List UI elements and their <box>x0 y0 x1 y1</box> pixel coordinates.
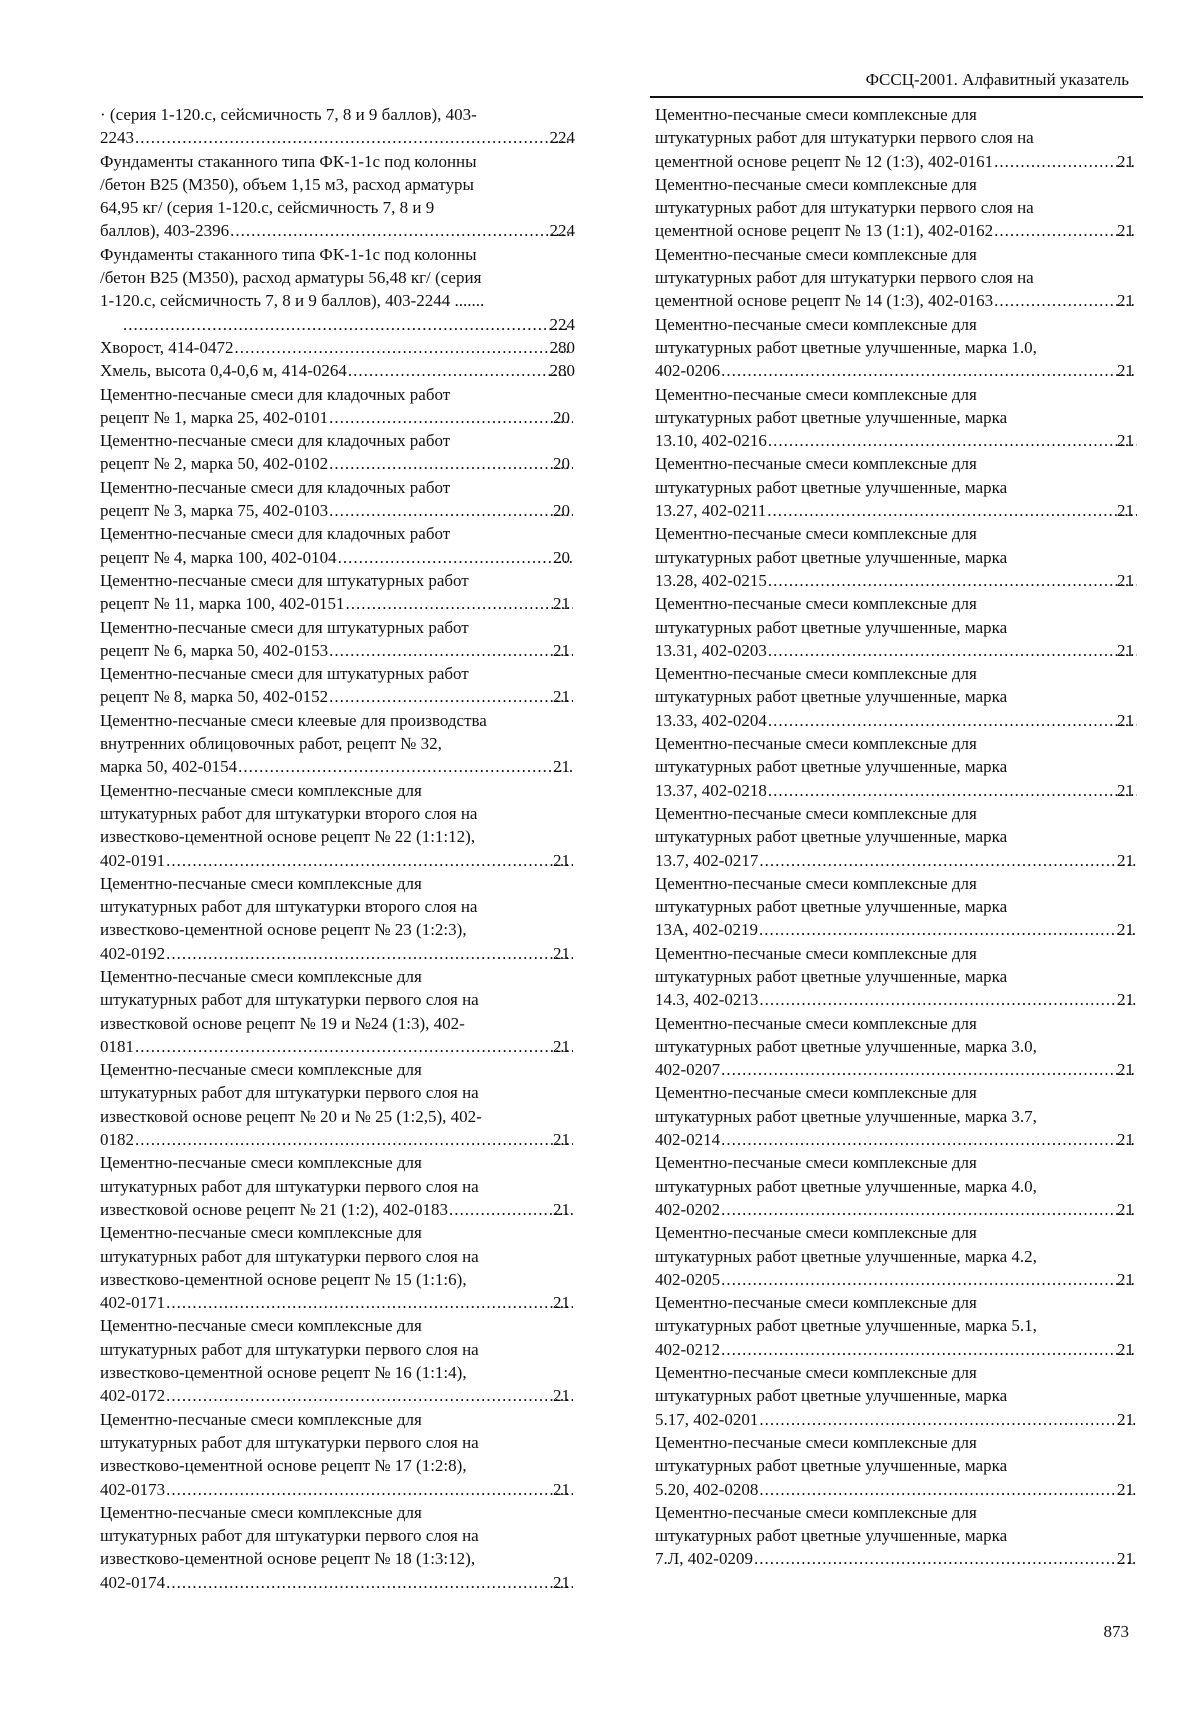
leader-dots <box>136 1128 573 1151</box>
entry-last-line: известковой основе рецепт № 21 (1:2), 402-0183 ..... 21 <box>122 1198 575 1221</box>
entry-text: 0182 <box>100 1130 134 1150</box>
leader-dots <box>760 988 1137 1011</box>
leader-dots <box>167 942 573 965</box>
entry-text: рецепт № 1, марка 25, 402-0101 <box>100 407 329 427</box>
entry-line: Цементно-песчаные смеси комплексные для <box>655 1083 977 1103</box>
entry-page-ref: 224 <box>549 128 575 148</box>
entry-last-line: 0181 ..... 21 <box>122 1035 575 1058</box>
entry-text: 5.17, 402-0201 <box>655 1409 759 1429</box>
entry-line: штукатурных работ для штукатурки второго слоя на <box>100 803 478 823</box>
index-entry <box>655 522 1139 592</box>
entry-last-line: 0182 ..... 21 <box>122 1128 575 1151</box>
entry-text: 402-0174 <box>100 1572 166 1592</box>
index-entry <box>655 662 1139 732</box>
entry-text: марка 50, 402-0154 <box>100 757 238 777</box>
leader-dots <box>769 569 1137 592</box>
leader-dots <box>722 1058 1137 1081</box>
index-entry <box>655 1151 1139 1221</box>
entry-line: Цементно-песчаные смеси комплексные для <box>100 873 422 893</box>
entry-line: Цементно-песчаные смеси комплексные для <box>655 384 977 404</box>
entry-text: рецепт № 8, марка 50, 402-0152 <box>100 687 329 707</box>
entry-line: штукатурных работ для штукатурки первого слоя на <box>655 198 1034 218</box>
entry-line: штукатурных работ цветные улучшенные, марка <box>655 1386 1008 1406</box>
entry-last-line: 402-0206 ..... 21 <box>677 359 1139 382</box>
entry-text: 13.31, 402-0203 <box>655 640 767 660</box>
index-column-left <box>100 103 575 1594</box>
header-rule <box>650 96 1143 98</box>
index-entry <box>655 1291 1139 1361</box>
entry-text: 402-0214 <box>655 1130 721 1150</box>
entry-line: · (серия 1-120.с, сейсмичность 7, 8 и 9 баллов), 403- <box>100 105 477 124</box>
entry-line: штукатурных работ для штукатурки первого слоя на <box>100 990 479 1010</box>
index-entry <box>655 802 1139 872</box>
index-entry <box>655 452 1139 522</box>
entry-line: Цементно-песчаные смеси для штукатурных работ <box>100 664 469 684</box>
entry-text: Хмель, высота 0,4-0,6 м, 414-0264 <box>100 361 347 381</box>
entry-text: 2243 <box>100 128 134 148</box>
entry-line: штукатурных работ для штукатурки первого слоя на <box>100 1083 479 1103</box>
entry-line: штукатурных работ для штукатурки первого слоя на <box>100 1526 479 1546</box>
entry-last-line <box>100 219 575 242</box>
entry-last-line: 402-0191 ..... 21 <box>122 849 575 872</box>
index-entry <box>100 965 575 1058</box>
entry-line: штукатурных работ для штукатурки первого слоя на <box>100 1339 479 1359</box>
entry-line: штукатурных работ цветные улучшенные, марка <box>655 757 1008 777</box>
entry-line: известково-цементной основе рецепт № 16 (1:1:4), <box>100 1363 467 1383</box>
entry-line: Цементно-песчаные смеси для кладочных работ <box>100 477 451 497</box>
entry-last-line: 13А, 402-0219 ..... 21 <box>677 918 1139 941</box>
entry-text: 7.Л, 402-0209 <box>655 1549 753 1569</box>
index-entry <box>655 592 1139 662</box>
entry-text: 13.7, 402-0217 <box>655 850 759 870</box>
entry-text: 13.33, 402-0204 <box>655 710 767 730</box>
leader-dots <box>995 219 1137 242</box>
entry-text: рецепт № 6, марка 50, 402-0153 <box>100 640 329 660</box>
entry-line: известковой основе рецепт № 20 и № 25 (1:2,5), 402- <box>100 1106 482 1126</box>
entry-line: Цементно-песчаные смеси комплексные для <box>100 1223 422 1243</box>
entry-line: /бетон В25 (М350), объем 1,15 м3, расход арматуры <box>100 174 474 194</box>
entry-last-line: 14.3, 402-0213 ..... 21 <box>677 988 1139 1011</box>
leader-dots <box>167 849 573 872</box>
leader-dots <box>330 499 573 522</box>
entry-last-line: 402-0173 ..... 21 <box>122 1478 575 1501</box>
entry-text: 402-0205 <box>655 1269 721 1289</box>
entry-line: штукатурных работ цветные улучшенные, марка <box>655 897 1008 917</box>
entry-text: цементной основе рецепт № 14 (1:3), 402-0163 <box>655 291 994 311</box>
entry-line: Цементно-песчаные смеси комплексные для <box>100 1409 422 1429</box>
entry-last-line: 402-0202 ..... 21 <box>677 1198 1139 1221</box>
entry-text: баллов), 403-2396 <box>100 221 230 241</box>
entry-last-line: рецепт № 6, марка 50, 402-0153 ..... 21 <box>122 639 575 662</box>
entry-text: 5.20, 402-0208 <box>655 1479 759 1499</box>
entry-line: Цементно-песчаные смеси комплексные для <box>100 780 422 800</box>
entry-line: штукатурных работ цветные улучшенные, марка <box>655 966 1008 986</box>
leader-dots <box>760 1408 1137 1431</box>
index-entry <box>100 150 575 243</box>
entry-line: известково-цементной основе рецепт № 15 (1:1:6), <box>100 1269 467 1289</box>
index-entry <box>100 522 575 569</box>
entry-line: штукатурных работ цветные улучшенные, марка 4.2, <box>655 1246 1037 1266</box>
entry-last-line: 402-0212 ..... 21 <box>677 1338 1139 1361</box>
entry-line: Цементно-песчаные смеси комплексные для <box>100 1060 422 1080</box>
leader-dots <box>167 1291 573 1314</box>
index-entry <box>100 336 575 359</box>
entry-line: Цементно-песчаные смеси комплексные для <box>100 1153 422 1173</box>
index-entry <box>100 1151 575 1221</box>
leader-dots <box>136 1035 573 1058</box>
entry-page-ref: 224 <box>549 221 575 241</box>
entry-text: 402-0206 <box>655 361 721 381</box>
entry-line: Цементно-песчаные смеси для штукатурных работ <box>100 570 469 590</box>
entry-last-line: 13.31, 402-0203 ..... 21 <box>677 639 1139 662</box>
entry-line: Цементно-песчаные смеси комплексные для <box>655 1013 977 1033</box>
entry-last-line <box>122 313 575 336</box>
entry-last-line: 13.37, 402-0218 ..... 21 <box>677 779 1139 802</box>
index-entry <box>100 709 575 779</box>
entry-text: 13.28, 402-0215 <box>655 570 767 590</box>
leader-dots <box>755 1547 1137 1570</box>
entry-last-line: 402-0207 ..... 21 <box>677 1058 1139 1081</box>
entry-last-line: 7.Л, 402-0209 ..... 21 <box>677 1547 1139 1570</box>
entry-text: 14.3, 402-0213 <box>655 990 759 1010</box>
entry-last-line: 13.10, 402-0216 ..... 21 <box>677 429 1139 452</box>
index-entry <box>100 872 575 965</box>
entry-line: штукатурных работ цветные улучшенные, марка 3.0, <box>655 1036 1037 1056</box>
entry-line: известково-цементной основе рецепт № 18 (1:3:12), <box>100 1549 476 1569</box>
entry-line: штукатурных работ для штукатурки первого слоя на <box>655 128 1034 148</box>
entry-line: Цементно-песчаные смеси комплексные для <box>655 734 977 754</box>
entry-line: штукатурных работ цветные улучшенные, марка 1.0, <box>655 337 1037 357</box>
entry-text: 402-0171 <box>100 1293 166 1313</box>
index-entry <box>100 662 575 709</box>
entry-line: известковой основе рецепт № 19 и №24 (1:3), 402- <box>100 1013 465 1033</box>
entry-text: 402-0202 <box>655 1199 721 1219</box>
entry-page-ref: 280 <box>549 361 575 381</box>
entry-line: известково-цементной основе рецепт № 23 (1:2:3), <box>100 920 467 940</box>
index-entry <box>100 1314 575 1407</box>
index-entry <box>655 383 1139 453</box>
entry-last-line: рецепт № 2, марка 50, 402-0102 ..... 20 <box>122 452 575 475</box>
leader-dots <box>330 685 573 708</box>
entry-last-line: 13.28, 402-0215 ..... 21 <box>677 569 1139 592</box>
entry-text: 402-0207 <box>655 1060 721 1080</box>
entry-line: Фундаменты стаканного типа ФК-1-1с под колонны <box>100 151 477 171</box>
entry-line: штукатурных работ цветные улучшенные, марка <box>655 827 1008 847</box>
index-entry <box>655 1361 1139 1431</box>
index-entry <box>655 103 1139 173</box>
entry-line: Цементно-песчаные смеси комплексные для <box>655 174 977 194</box>
entry-line: Цементно-песчаные смеси комплексные для <box>655 454 977 474</box>
entry-text: 13.37, 402-0218 <box>655 780 767 800</box>
entry-text: Хворост, 414-0472 <box>100 337 234 357</box>
leader-dots <box>167 1571 573 1594</box>
entry-line: штукатурных работ цветные улучшенные, марка <box>655 547 1008 567</box>
entry-line: Фундаменты стаканного типа ФК-1-1с под колонны <box>100 244 477 264</box>
entry-line: Цементно-песчаные смеси комплексные для <box>655 1153 977 1173</box>
index-entry <box>655 313 1139 383</box>
entry-line: штукатурных работ для штукатурки первого слоя на <box>100 1176 479 1196</box>
leader-dots <box>346 592 573 615</box>
page-number: 873 <box>1103 1622 1129 1641</box>
leader-dots <box>722 1268 1137 1291</box>
entry-line: штукатурных работ цветные улучшенные, марка <box>655 407 1008 427</box>
entry-line: штукатурных работ цветные улучшенные, марка <box>655 477 1008 497</box>
entry-line: штукатурных работ для штукатурки первого слоя на <box>655 268 1034 288</box>
leader-dots <box>349 359 570 382</box>
leader-dots <box>124 313 570 336</box>
entry-last-line: 402-0214 ..... 21 <box>677 1128 1139 1151</box>
index-entry <box>100 1221 575 1314</box>
entry-line: штукатурных работ цветные улучшенные, марка <box>655 687 1008 707</box>
entry-line: Цементно-песчаные смеси комплексные для <box>655 314 977 334</box>
entry-text: 402-0212 <box>655 1339 721 1359</box>
index-entry <box>100 616 575 663</box>
index-entry <box>655 1012 1139 1082</box>
entry-line: Цементно-песчаные смеси комплексные для <box>655 803 977 823</box>
entry-text: 0181 <box>100 1036 134 1056</box>
leader-dots <box>231 219 569 242</box>
leader-dots <box>330 639 573 662</box>
index-entry <box>655 173 1139 243</box>
leader-dots <box>235 336 569 359</box>
leader-dots <box>330 452 573 475</box>
leader-dots <box>167 1478 573 1501</box>
entry-line: Цементно-песчаные смеси комплексные для <box>655 594 977 614</box>
entry-text: 402-0173 <box>100 1479 166 1499</box>
entry-last-line: 13.33, 402-0204 ..... 21 <box>677 709 1139 732</box>
leader-dots <box>722 1198 1137 1221</box>
index-entry <box>655 732 1139 802</box>
entry-last-line: 402-0192 ..... 21 <box>122 942 575 965</box>
entry-line: известково-цементной основе рецепт № 22 (1:1:12), <box>100 827 476 847</box>
entry-last-line: рецепт № 11, марка 100, 402-0151 ..... 21 <box>122 592 575 615</box>
leader-dots <box>339 546 573 569</box>
entry-line: Цементно-песчаные смеси комплексные для <box>655 1293 977 1313</box>
entry-last-line: 5.20, 402-0208 ..... 21 <box>677 1478 1139 1501</box>
entry-page-ref: 224 <box>549 314 575 334</box>
entry-line: 64,95 кг/ (серия 1-120.с, сейсмичность 7, 8 и 9 <box>100 198 435 218</box>
leader-dots <box>769 779 1137 802</box>
entry-line: штукатурных работ цветные улучшенные, марка <box>655 617 1008 637</box>
entry-text: рецепт № 11, марка 100, 402-0151 <box>100 594 345 614</box>
entry-line: Цементно-песчаные смеси для кладочных работ <box>100 524 451 544</box>
entry-last-line: рецепт № 1, марка 25, 402-0101 ..... 20 <box>122 406 575 429</box>
leader-dots <box>239 755 573 778</box>
leader-dots <box>995 150 1137 173</box>
entry-last-line: 402-0171 ..... 21 <box>122 1291 575 1314</box>
index-entry <box>655 1081 1139 1151</box>
index-entry <box>655 942 1139 1012</box>
entry-line: внутренних облицовочных работ, рецепт № 32, <box>100 734 442 754</box>
entry-last-line <box>100 336 575 359</box>
entry-text: рецепт № 2, марка 50, 402-0102 <box>100 454 329 474</box>
entry-line: /бетон В25 (М350), расход арматуры 56,48 кг/ (серия <box>100 268 482 288</box>
index-entry <box>100 569 575 616</box>
entry-line: штукатурных работ для штукатурки второго слоя на <box>100 897 478 917</box>
entry-last-line: 402-0172 ..... 21 <box>122 1384 575 1407</box>
leader-dots <box>760 918 1137 941</box>
entry-line: Цементно-песчаные смеси комплексные для <box>100 1502 422 1522</box>
entry-line: штукатурных работ цветные улучшенные, марка 5.1, <box>655 1316 1037 1336</box>
entry-line: Цементно-песчаные смеси комплексные для <box>655 1502 977 1522</box>
entry-last-line: 13.7, 402-0217 ..... 21 <box>677 849 1139 872</box>
entry-line: Цементно-песчаные смеси комплексные для <box>655 1223 977 1243</box>
leader-dots <box>167 1384 573 1407</box>
entry-line: Цементно-песчаные смеси комплексные для <box>655 105 977 124</box>
entry-line: штукатурных работ для штукатурки первого слоя на <box>100 1246 479 1266</box>
entry-last-line <box>100 359 575 382</box>
entry-text: 402-0192 <box>100 943 166 963</box>
index-entry <box>100 103 575 150</box>
index-entry <box>100 476 575 523</box>
entry-last-line: цементной основе рецепт № 14 (1:3), 402-0163 ..... 21 <box>677 289 1139 312</box>
entry-line: Цементно-песчаные смеси для кладочных работ <box>100 384 451 404</box>
leader-dots <box>722 1128 1137 1151</box>
entry-last-line: 402-0205 ..... 21 <box>677 1268 1139 1291</box>
entry-line: Цементно-песчаные смеси для кладочных работ <box>100 431 451 451</box>
entry-line: штукатурных работ цветные улучшенные, марка 4.0, <box>655 1176 1037 1196</box>
entry-line: Цементно-песчаные смеси комплексные для <box>655 524 977 544</box>
entry-line: Цементно-песчаные смеси комплексные для <box>655 244 977 264</box>
entry-line: Цементно-песчаные смеси комплексные для <box>655 664 977 684</box>
index-entry <box>100 429 575 476</box>
entry-last-line <box>100 126 575 149</box>
running-header: ФССЦ-2001. Алфавитный указатель <box>865 70 1129 89</box>
entry-last-line: 402-0174 ..... 21 <box>122 1571 575 1594</box>
index-entry <box>655 1431 1139 1501</box>
entry-last-line: рецепт № 8, марка 50, 402-0152 ..... 21 <box>122 685 575 708</box>
entry-text: рецепт № 4, марка 100, 402-0104 <box>100 547 337 567</box>
entry-line: Цементно-песчаные смеси комплексные для <box>655 1432 977 1452</box>
entry-line: известково-цементной основе рецепт № 17 (1:2:8), <box>100 1456 467 1476</box>
leader-dots <box>760 849 1137 872</box>
leader-dots <box>722 1338 1137 1361</box>
index-entry <box>100 779 575 872</box>
leader-dots <box>769 429 1137 452</box>
entry-line: штукатурных работ для штукатурки первого слоя на <box>100 1432 479 1452</box>
entry-last-line: цементной основе рецепт № 12 (1:3), 402-0161 ..... 21 <box>677 150 1139 173</box>
entry-text: цементной основе рецепт № 12 (1:3), 402-0161 <box>655 151 994 171</box>
entry-text: рецепт № 3, марка 75, 402-0103 <box>100 501 329 521</box>
entry-last-line: 13.27, 402-0211 ..... 21 <box>677 499 1139 522</box>
index-entry <box>655 872 1139 942</box>
leader-dots <box>995 289 1137 312</box>
index-column-right <box>655 103 1139 1571</box>
entry-last-line: марка 50, 402-0154 ..... 21 <box>122 755 575 778</box>
leader-dots <box>136 126 570 149</box>
index-entry <box>100 1501 575 1594</box>
entry-last-line: 5.17, 402-0201 ..... 21 <box>677 1408 1139 1431</box>
index-entry <box>100 383 575 430</box>
index-entry <box>655 1221 1139 1291</box>
leader-dots <box>760 1478 1137 1501</box>
entry-line: Цементно-песчаные смеси клеевые для производства <box>100 710 487 730</box>
entry-last-line: рецепт № 3, марка 75, 402-0103 ..... 20 <box>122 499 575 522</box>
entry-text: цементной основе рецепт № 13 (1:1), 402-0162 <box>655 221 994 241</box>
entry-line: Цементно-песчаные смеси комплексные для <box>100 966 422 986</box>
entry-line: 1-120.с, сейсмичность 7, 8 и 9 баллов), 403-2244 ....... <box>100 291 485 311</box>
leader-dots <box>769 709 1137 732</box>
entry-line: Цементно-песчаные смеси для штукатурных работ <box>100 617 469 637</box>
entry-text: 13.10, 402-0216 <box>655 431 767 451</box>
index-entry <box>655 1501 1139 1571</box>
entry-text: 402-0172 <box>100 1386 166 1406</box>
index-entry <box>100 243 575 336</box>
leader-dots <box>330 406 573 429</box>
entry-page-ref: 280 <box>549 337 575 357</box>
entry-text: известковой основе рецепт № 21 (1:2), 402-0183 <box>100 1199 449 1219</box>
entry-last-line: цементной основе рецепт № 13 (1:1), 402-0162 ..... 21 <box>677 219 1139 242</box>
entry-text: 13.27, 402-0211 <box>655 501 767 521</box>
entry-line: штукатурных работ цветные улучшенные, марка <box>655 1526 1008 1546</box>
index-entry <box>655 243 1139 313</box>
entry-line: Цементно-песчаные смеси комплексные для <box>100 1316 422 1336</box>
entry-line: штукатурных работ цветные улучшенные, марка 3.7, <box>655 1106 1037 1126</box>
index-entry <box>100 1408 575 1501</box>
entry-text: 402-0191 <box>100 850 166 870</box>
index-entry <box>100 1058 575 1151</box>
leader-dots <box>769 639 1137 662</box>
leader-dots <box>722 359 1137 382</box>
entry-line: Цементно-песчаные смеси комплексные для <box>655 943 977 963</box>
entry-text: 13А, 402-0219 <box>655 920 758 940</box>
entry-line: Цементно-песчаные смеси комплексные для <box>655 1363 977 1383</box>
entry-line: штукатурных работ цветные улучшенные, марка <box>655 1456 1008 1476</box>
entry-line: Цементно-песчаные смеси комплексные для <box>655 873 977 893</box>
leader-dots <box>768 499 1137 522</box>
index-entry <box>100 359 575 382</box>
entry-last-line: рецепт № 4, марка 100, 402-0104 ..... 20 <box>122 546 575 569</box>
